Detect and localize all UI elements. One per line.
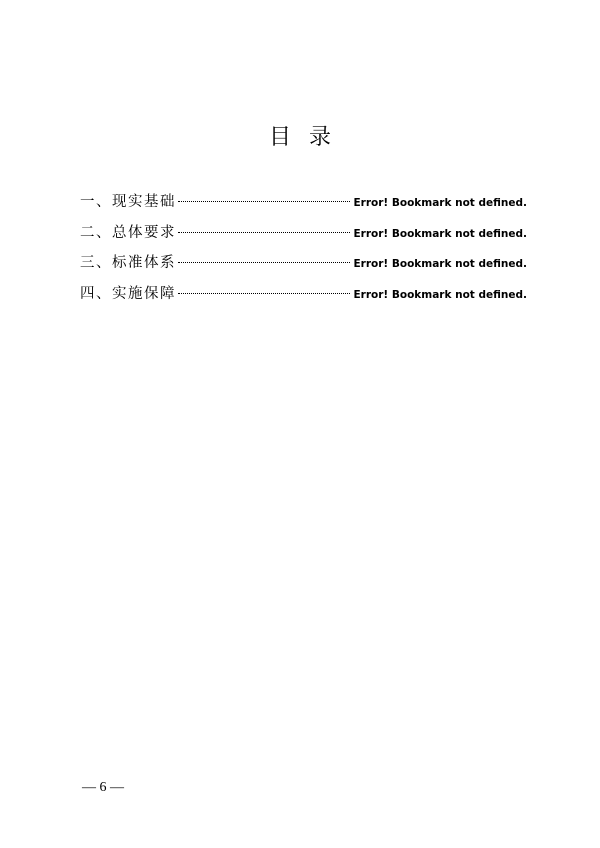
toc-entry-4[interactable]	[80, 282, 527, 313]
toc-entry-2[interactable]	[80, 221, 527, 252]
toc-entry-page: Error! Bookmark not defined.	[353, 197, 527, 209]
toc-entry-label: 二、总体要求	[80, 224, 176, 241]
toc-entry-label: 四、实施保障	[80, 285, 176, 302]
toc-entry-1[interactable]	[80, 190, 527, 221]
toc-entry-3[interactable]	[80, 251, 527, 282]
toc-dot-leader	[178, 293, 350, 294]
toc-dot-leader	[178, 201, 350, 202]
toc-entry-page: Error! Bookmark not defined.	[353, 258, 527, 270]
toc-entry-label: 三、标准体系	[80, 255, 176, 271]
toc-dot-leader	[178, 232, 350, 233]
toc-entry-page: Error! Bookmark not defined.	[353, 288, 527, 301]
page-title: 目录	[268, 125, 349, 150]
page-number: — 6 —	[82, 780, 124, 795]
toc-entry-page: Error! Bookmark not defined.	[353, 227, 527, 240]
toc-dot-leader	[178, 262, 350, 263]
table-of-contents	[80, 190, 527, 312]
toc-entry-label: 一、现实基础	[80, 194, 176, 210]
